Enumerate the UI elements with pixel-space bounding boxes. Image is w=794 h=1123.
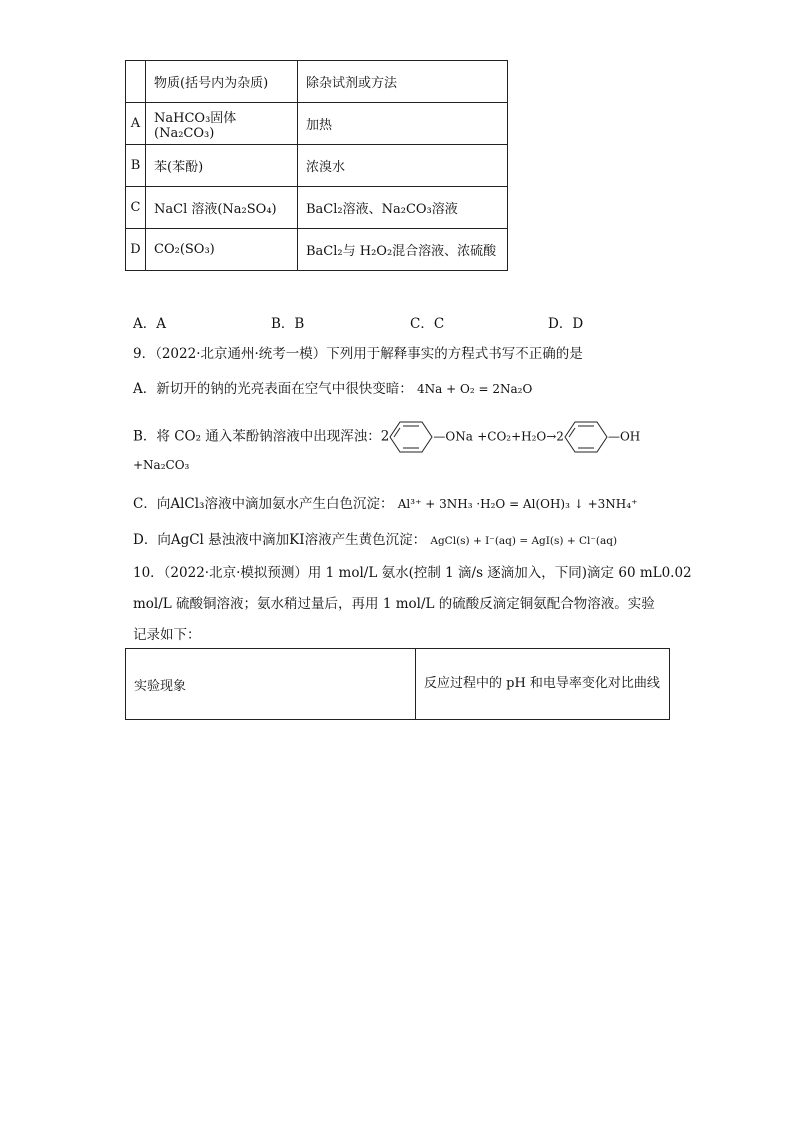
equation: Al³⁺ + 3NH₃ ·H₂O = Al(OH)₃ ↓ +3NH₄⁺ [397,497,638,511]
substance-cell: NaHCO₃固体(Na₂CO₃) [146,103,298,145]
method-cell: 浓溴水 [298,145,508,187]
phenoxide-group: —ONa [433,429,473,444]
option-text: A．新切开的钠的光亮表面在空气中很快变暗： [133,381,413,397]
row-label: B [126,145,146,187]
table-header-row [126,61,508,103]
table-header-cell: 实验现象 [126,649,416,720]
benzene-ring-icon [389,419,433,455]
q9-option-c[interactable] [133,492,637,512]
q10-stem-line2: mol/L 硫酸铜溶液；氨水稍过量后，再用 1 mol/L 的硫酸反滴定铜氨配合物溶液。实验 [133,596,655,612]
q9-option-d[interactable] [133,528,617,548]
benzene-ring-icon [564,419,608,455]
phenol-group: —OH [607,429,641,444]
table-header-cell: 反应过程中的 pH 和电导率变化对比曲线 [416,649,670,720]
option-text: D．向AgCl 悬浊液中滴加KI溶液产生黄色沉淀： [133,532,427,548]
q10-stem-line1: 10．（2022·北京·模拟预测）用 1 mol/L 氨水(控制 1 滴/s 逐滴加入，下同)滴定 60 mL0.02 [133,565,692,581]
q9-option-a[interactable] [133,377,532,397]
equation: 4Na + O₂ = 2Na₂O [417,382,533,396]
table-row [126,187,508,229]
q10-stem-line3: 记录如下： [133,627,201,643]
q8-option-b[interactable]: B．B [271,316,305,332]
option-text: C．向AlCl₃溶液中滴加氨水产生白色沉淀： [133,496,394,512]
table-header-row [126,649,670,720]
table-header-cell [126,61,146,103]
table-header-cell: 除杂试剂或方法 [298,61,508,103]
row-label: D [126,229,146,271]
method-cell: BaCl₂与 H₂O₂混合溶液、浓硫酸 [298,229,508,271]
table-row [126,145,508,187]
table-row [126,229,508,271]
q9-option-b-continued: +Na₂CO₃ [133,458,190,472]
row-label: A [126,103,146,145]
purification-table [125,60,508,271]
equation: +CO₂+H₂O→2 [477,429,564,444]
method-cell: BaCl₂溶液、Na₂CO₃溶液 [298,187,508,229]
q8-option-c[interactable]: C．C [410,316,445,332]
substance-cell: CO₂(SO₃) [146,229,298,271]
table-header-cell: 物质(括号内为杂质) [146,61,298,103]
substance-cell: NaCl 溶液(Na₂SO₄) [146,187,298,229]
substance-cell: 苯(苯酚) [146,145,298,187]
q9-option-b[interactable] [133,419,640,455]
option-text: B．将 CO₂ 通入苯酚钠溶液中出现浑浊：2 [133,428,390,445]
table-row [126,103,508,145]
row-label: C [126,187,146,229]
q8-option-a[interactable]: A．A [133,316,166,332]
experiment-table [125,648,670,720]
q9-stem: 9．（2022·北京通州·统考一模）下列用于解释事实的方程式书写不正确的是 [133,346,583,362]
q8-option-d[interactable]: D．D [548,316,584,332]
equation: AgCl(s) + I⁻(aq) = AgI(s) + Cl⁻(aq) [430,535,618,547]
method-cell: 加热 [298,103,508,145]
